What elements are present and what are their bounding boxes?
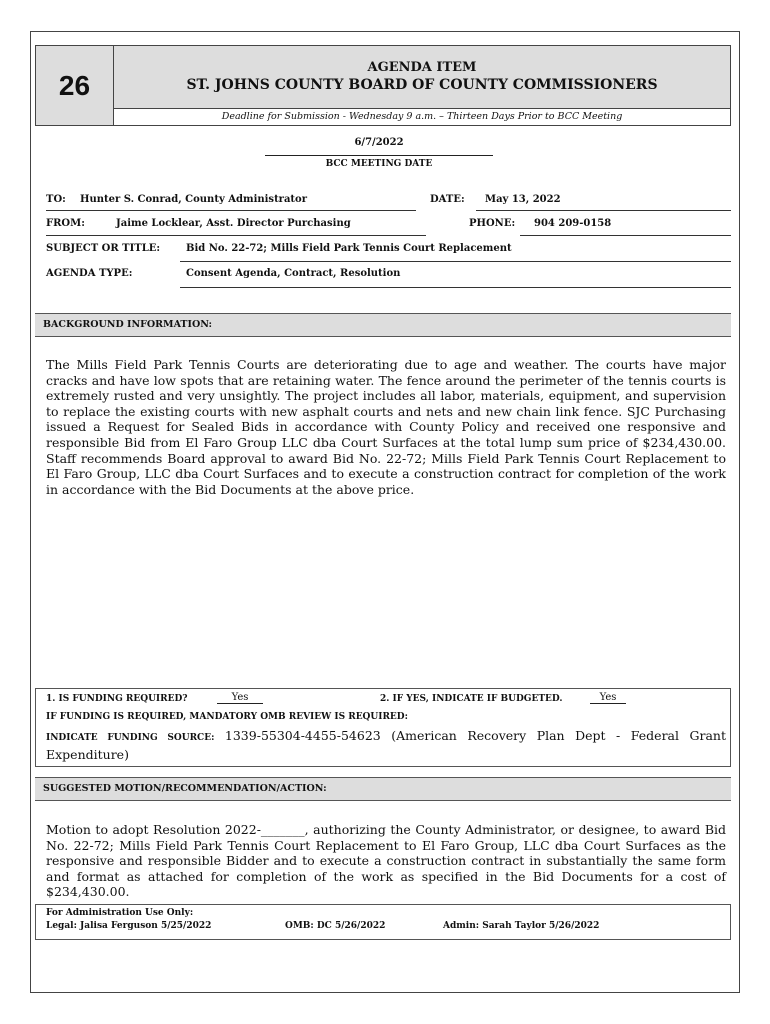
date-value: May 13, 2022 [485,194,561,205]
agenda-item-number: 26 [35,45,114,126]
header-title-line2: ST. JOHNS COUNTY BOARD OF COUNTY COMMISSIONERS [186,77,658,93]
motion-heading: SUGGESTED MOTION/RECOMMENDATION/ACTION: [35,777,731,801]
date-label: DATE: [430,194,465,205]
agenda-type-label: AGENDA TYPE: [46,268,133,279]
funding-source [46,728,726,762]
to-value: Hunter S. Conrad, County Administrator [80,194,307,205]
to-label: TO: [46,194,66,205]
from-value: Jaime Locklear, Asst. Director Purchasing [116,218,351,229]
funding-source-label: INDICATE FUNDING SOURCE: [46,733,215,743]
subject-underline [180,261,731,262]
from-underline [46,235,426,236]
meeting-date-label: BCC MEETING DATE [325,159,433,169]
date-underline [476,210,731,211]
phone-label: PHONE: [469,218,516,229]
budgeted-label: 2. IF YES, INDICATE IF BUDGETED. [380,694,563,704]
subject-value: Bid No. 22-72; Mills Field Park Tennis Court Replacement [186,243,512,254]
budgeted-value: Yes [590,692,626,704]
subject-label: SUBJECT OR TITLE: [46,243,161,254]
meeting-date-divider [265,155,493,156]
funding-source-value: 1339-55304-4455-54623 (American Recovery Plan Dept - Federal Grant Expenditure) [46,728,726,762]
background-heading: BACKGROUND INFORMATION: [35,313,731,337]
to-underline [46,210,416,211]
phone-underline [520,235,731,236]
omb-review-note: IF FUNDING IS REQUIRED, MANDATORY OMB REVIEW IS REQUIRED: [46,712,408,722]
background-text: The Mills Field Park Tennis Courts are deteriorating due to age and weather. The courts have major cracks and have low spots that are retaining water. The fence around the perimeter of the tennis courts is extremely rusted and very unsightly. The project includes all labor, materials, equipment, and supervision to replace the existing courts with new asphalt courts and nets and new chain link fence. SJC Purchasing issued a Request for Sealed Bids in accordance with County Policy and received one responsive and responsible Bid from El Faro Group LLC dba Court Surfaces at the total lump sum price of $234,430.00. Staff recommends Board approval to award Bid No. 22-72; Mills Field Park Tennis Court Replacement to El Faro Group, LLC dba Court Surfaces and to execute a construction contract for completion of the work in accordance with the Bid Documents at the above price. [46,357,726,497]
motion-text: Motion to adopt Resolution 2022-_______, authorizing the County Administrator, or designee, to award Bid No. 22-72; Mills Field Park Tennis Court Replacement to El Faro Group, LLC dba Court Surfaces as the responsive and responsible Bidder and to execute a construction contract in substantially the same form and format as attached for completion of the work as specified in the Bid Documents for a cost of $234,430.00. [46,822,726,900]
funding-required-value: Yes [217,692,263,704]
legal-signoff: Legal: Jalisa Ferguson 5/25/2022 [46,921,212,931]
omb-signoff: OMB: DC 5/26/2022 [285,921,386,931]
phone-value: 904 209-0158 [534,218,612,229]
meeting-date: 6/7/2022 [354,137,404,148]
agenda-type-underline [180,287,731,288]
submission-deadline: Deadline for Submission - Wednesday 9 a.m. – Thirteen Days Prior to BCC Meeting [113,108,731,126]
from-label: FROM: [46,218,85,229]
header-title-line1: AGENDA ITEM [367,60,477,75]
agenda-type-value: Consent Agenda, Contract, Resolution [186,268,401,279]
admin-signoff: Admin: Sarah Taylor 5/26/2022 [443,921,600,931]
admin-heading: For Administration Use Only: [46,908,194,918]
funding-required-label: 1. IS FUNDING REQUIRED? [46,694,188,704]
header-title-box [113,45,731,109]
